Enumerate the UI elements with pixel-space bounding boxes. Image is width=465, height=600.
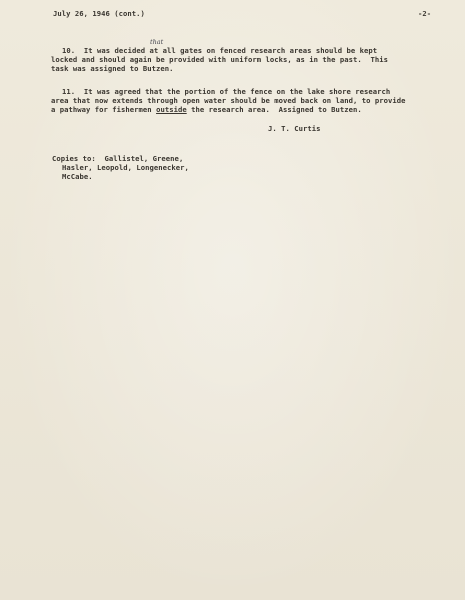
copies-line-3: McCabe. (62, 172, 93, 181)
item-11-line-3 (51, 105, 362, 114)
underlined-word: outside (156, 105, 187, 114)
copies-line-2: Hasler, Leopold, Longenecker, (62, 163, 189, 172)
item-11-line-3-before: a pathway for fishermen (51, 105, 157, 114)
item-10-line-3: task was assigned to Butzen. (51, 64, 174, 73)
copies-line-1: Copies to: Gallistel, Greene, (52, 154, 184, 163)
item-11-line-3-after: the research area. Assigned to Butzen. (186, 105, 362, 114)
item-10-line-1: 10. It was decided at all gates on fenced research areas should be kept (62, 46, 378, 55)
page-number: -2- (418, 9, 432, 18)
item-10-line-2: locked and should again be provided with uniform locks, as in the past. This (51, 55, 389, 64)
item-11-line-1: 11. It was agreed that the portion of the fence on the lake shore research (62, 87, 391, 96)
item-11-line-2: area that now extends through open water should be moved back on land, to provide (51, 96, 406, 105)
header-date: July 26, 1946 (cont.) (53, 9, 145, 18)
signature: J. T. Curtis (268, 124, 321, 133)
handwritten-annotation: that (150, 38, 164, 46)
